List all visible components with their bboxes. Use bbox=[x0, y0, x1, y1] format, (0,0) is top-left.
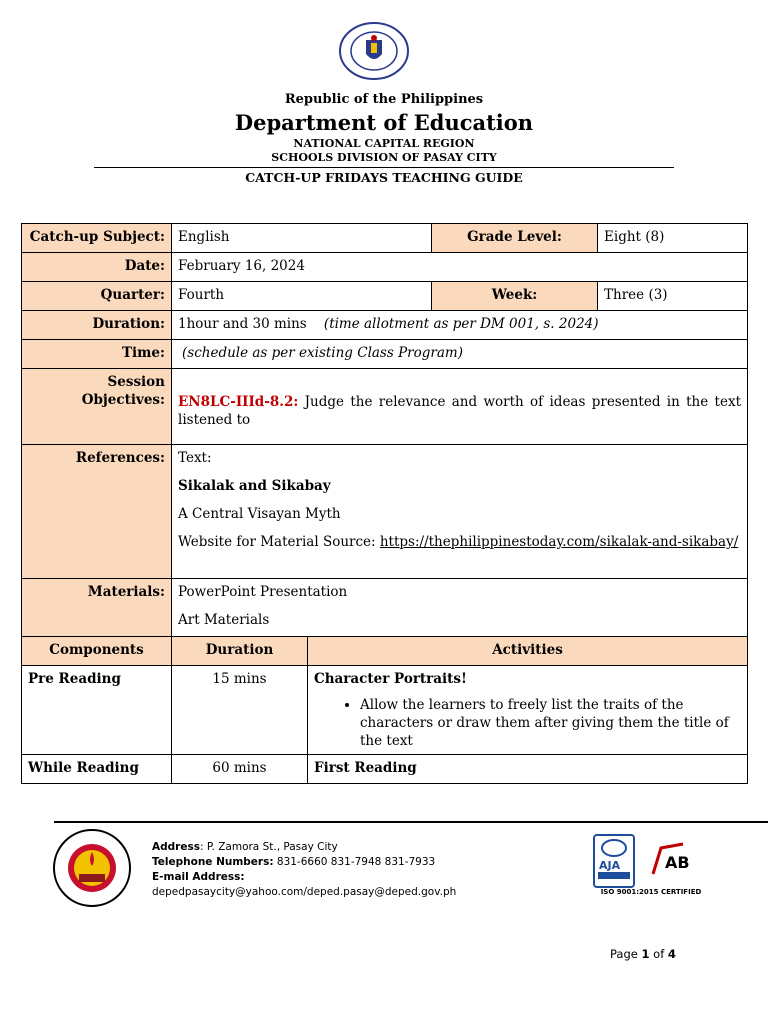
page-current: 1 bbox=[641, 947, 650, 961]
grade-label: Grade Level: bbox=[432, 224, 598, 253]
list-item: • Allow the learners to freely list the traits of the characters or draw them after giving them the title of the text bbox=[360, 696, 741, 750]
duration-value bbox=[172, 311, 748, 340]
duration-header: Duration bbox=[172, 637, 308, 666]
footer-rule bbox=[54, 821, 768, 823]
ref-subtitle: A Central Visayan Myth bbox=[178, 506, 341, 522]
ref-text-label: Text: bbox=[178, 450, 212, 466]
time-label: Time: bbox=[22, 340, 172, 369]
contact-block bbox=[152, 840, 456, 900]
date-value: February 16, 2024 bbox=[172, 253, 748, 282]
duration-while-reading: 60 mins bbox=[172, 755, 308, 784]
activities-header: Activities bbox=[308, 637, 748, 666]
svg-text:AB: AB bbox=[665, 853, 690, 872]
table-row bbox=[22, 282, 748, 311]
table-row bbox=[22, 253, 748, 282]
duration-text: 1hour and 30 mins bbox=[178, 316, 307, 332]
quarter-label: Quarter: bbox=[22, 282, 172, 311]
email-value[interactable]: depedpasaycity@yahoo.com/deped.pasay@deped.gov.ph bbox=[152, 886, 457, 898]
component-while-reading: While Reading bbox=[22, 755, 172, 784]
page-number bbox=[610, 947, 676, 961]
address-label: Address bbox=[152, 841, 200, 853]
teaching-guide-table bbox=[21, 223, 748, 784]
ref-title: Sikalak and Sikabay bbox=[178, 478, 331, 494]
duration-label: Duration: bbox=[22, 311, 172, 340]
table-row bbox=[22, 224, 748, 253]
page-of: of bbox=[649, 947, 668, 961]
guide-title: CATCH-UP FRIDAYS TEACHING GUIDE bbox=[245, 170, 523, 185]
deped-seal-logo bbox=[338, 22, 410, 80]
week-label: Week: bbox=[432, 282, 598, 311]
email-label: E-mail Address: bbox=[152, 871, 245, 883]
grade-value: Eight (8) bbox=[598, 224, 748, 253]
subject-value: English bbox=[172, 224, 432, 253]
objective-text: Judge the relevance and worth of ideas presented in the text listened to bbox=[178, 394, 742, 428]
materials-value bbox=[172, 579, 748, 637]
material-item: PowerPoint Presentation bbox=[178, 584, 348, 600]
components-header: Components bbox=[22, 637, 172, 666]
references-label: References: bbox=[22, 445, 172, 579]
phone-label: Telephone Numbers: bbox=[152, 856, 274, 868]
time-note: (schedule as per existing Class Program) bbox=[172, 340, 748, 369]
table-row bbox=[22, 340, 748, 369]
uab-cert-icon bbox=[643, 834, 699, 888]
certification-badges bbox=[593, 834, 703, 904]
ref-source-label: Website for Material Source: bbox=[178, 534, 380, 550]
page-prefix: Page bbox=[610, 947, 642, 961]
table-row bbox=[22, 579, 748, 637]
quarter-value: Fourth bbox=[172, 282, 432, 311]
department-heading: Department of Education bbox=[234, 110, 534, 135]
address-value: : P. Zamora St., Pasay City bbox=[199, 841, 338, 853]
subject-label: Catch-up Subject: bbox=[22, 224, 172, 253]
page-total: 4 bbox=[667, 947, 676, 961]
references-value bbox=[172, 445, 748, 579]
table-row bbox=[22, 369, 748, 445]
aja-label: AJA bbox=[599, 859, 621, 872]
division-heading: SCHOOLS DIVISION OF PASAY CITY bbox=[271, 151, 497, 164]
ref-source-link[interactable]: https://thephilippinestoday.com/sikalak-and-sikabay/ bbox=[379, 534, 739, 550]
activity-bullets bbox=[314, 696, 741, 750]
table-row bbox=[22, 755, 748, 784]
republic-heading: Republic of the Philippines bbox=[284, 92, 484, 107]
region-heading: NATIONAL CAPITAL REGION bbox=[293, 137, 475, 150]
duration-pre-reading: 15 mins bbox=[172, 666, 308, 755]
component-pre-reading: Pre Reading bbox=[22, 666, 172, 755]
activity-pre-reading bbox=[308, 666, 748, 755]
activity-title: Character Portraits! bbox=[314, 671, 467, 687]
date-label: Date: bbox=[22, 253, 172, 282]
materials-label: Materials: bbox=[22, 579, 172, 637]
iso-cert-label: ISO 9001:2015 CERTIFIED bbox=[600, 888, 702, 896]
table-row bbox=[22, 637, 748, 666]
objectives-value bbox=[172, 369, 748, 445]
table-row bbox=[22, 666, 748, 755]
objective-paragraph bbox=[178, 393, 741, 429]
objective-code: EN8LC-IIId-8.2: bbox=[178, 394, 299, 410]
activity-while-reading: First Reading bbox=[308, 755, 748, 784]
week-value: Three (3) bbox=[598, 282, 748, 311]
phone-value: 831-6660 831-7948 831-7933 bbox=[273, 856, 436, 868]
phone-line bbox=[152, 855, 456, 870]
header-rule bbox=[94, 167, 674, 168]
table-row bbox=[22, 445, 748, 579]
address-line bbox=[152, 840, 456, 855]
ref-source bbox=[178, 533, 741, 551]
deped-pasay-seal-logo bbox=[52, 828, 132, 908]
objectives-label: Session Objectives: bbox=[22, 369, 172, 445]
material-item: Art Materials bbox=[178, 612, 270, 628]
table-row bbox=[22, 311, 748, 340]
duration-note: (time allotment as per DM 001, s. 2024) bbox=[323, 316, 599, 332]
